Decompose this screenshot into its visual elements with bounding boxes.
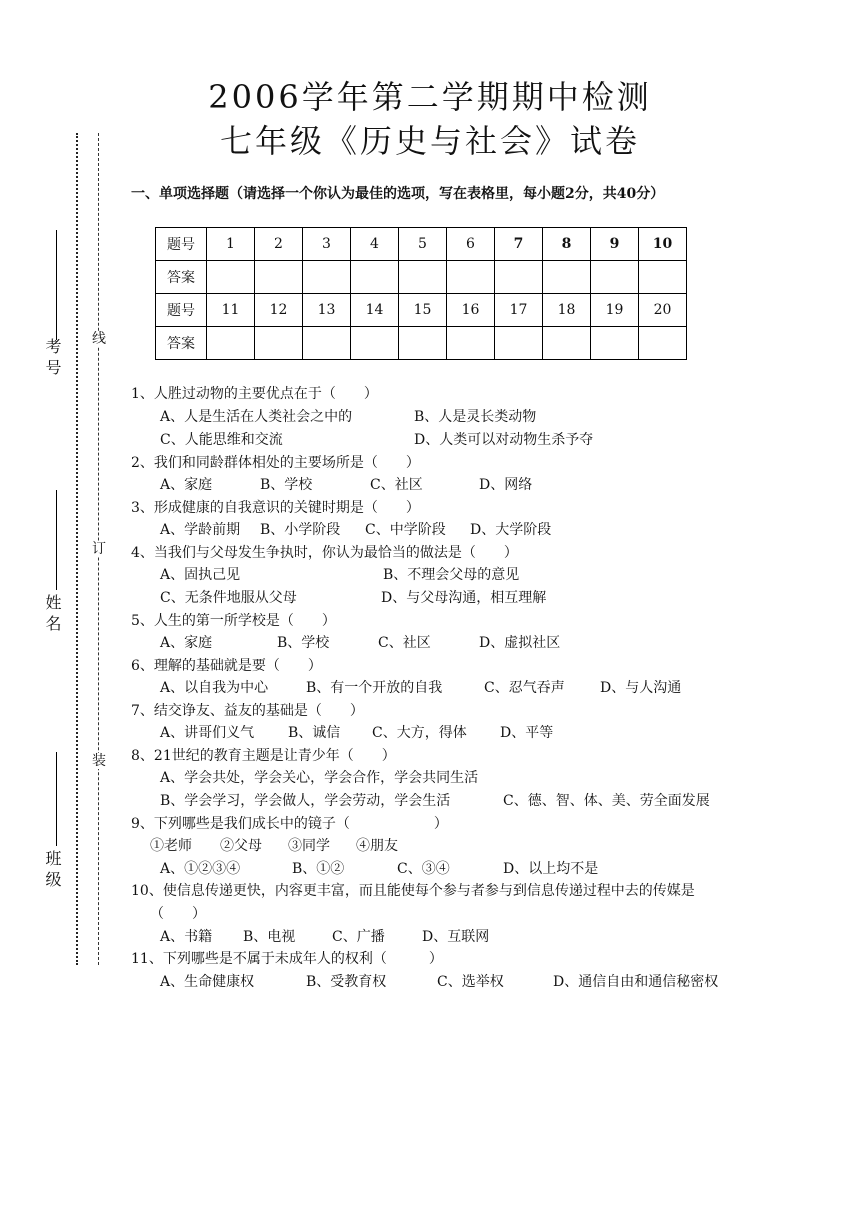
question-number-cell: 2 (255, 228, 303, 261)
question-number-cell: 17 (495, 294, 543, 327)
question-10-option-d[interactable]: D、互联网 (422, 929, 490, 945)
question-7-option-c[interactable]: C、大方，得体 (372, 725, 467, 741)
question-3-option-d[interactable]: D、大学阶段 (470, 522, 552, 538)
answer-cell[interactable] (303, 327, 351, 360)
question-9-option-d[interactable]: D、以上均不是 (503, 861, 599, 877)
question-5-option-a[interactable]: A、家庭 (160, 635, 213, 651)
question-6-option-c[interactable]: C、忍气吞声 (484, 680, 565, 696)
answer-cell[interactable] (543, 327, 591, 360)
answer-cell[interactable] (351, 327, 399, 360)
row-label: 题号 (156, 228, 207, 261)
question-9-item-1: ①老师 (150, 838, 192, 854)
question-4-stem: 4、当我们与父母发生争执时，你认为最恰当的做法是（ ） (131, 545, 518, 561)
answer-cell[interactable] (207, 261, 255, 294)
binding-dotted-line (76, 133, 78, 965)
question-9-option-c[interactable]: C、③④ (397, 861, 450, 877)
question-number-cell: 11 (207, 294, 255, 327)
row-label: 题号 (156, 294, 207, 327)
exam-number-blank[interactable] (56, 230, 57, 340)
exam-number-label: 考 号 (43, 338, 62, 376)
question-9-option-a[interactable]: A、①②③④ (160, 861, 241, 877)
name-label: 姓 名 (43, 594, 62, 632)
question-number-cell: 16 (447, 294, 495, 327)
question-5-stem: 5、人生的第一所学校是（ ） (131, 613, 336, 629)
answer-cell[interactable] (591, 327, 639, 360)
question-10-option-c[interactable]: C、广播 (332, 929, 385, 945)
question-4-option-b[interactable]: B、不理会父母的意见 (383, 567, 520, 583)
question-7-option-d[interactable]: D、平等 (500, 725, 554, 741)
question-number-cell: 7 (495, 228, 543, 261)
question-5-option-c[interactable]: C、社区 (378, 635, 431, 651)
answer-cell[interactable] (303, 261, 351, 294)
question-10-option-a[interactable]: A、书籍 (160, 929, 213, 945)
question-10-option-b[interactable]: B、电视 (243, 929, 296, 945)
question-number-cell: 4 (351, 228, 399, 261)
binding-char-ding: 订 (92, 541, 106, 557)
question-number-cell: 20 (639, 294, 687, 327)
question-3-option-c[interactable]: C、中学阶段 (365, 522, 446, 538)
question-2-option-d[interactable]: D、网络 (479, 477, 533, 493)
question-1-option-b[interactable]: B、人是灵长类动物 (414, 409, 537, 425)
answer-cell[interactable] (639, 327, 687, 360)
question-10-stem-bracket: （ ） (150, 906, 206, 922)
question-9-item-4: ④朋友 (356, 838, 398, 854)
question-number-cell: 14 (351, 294, 399, 327)
question-11-option-d[interactable]: D、通信自由和通信秘密权 (553, 974, 719, 990)
section-heading: 一、单项选择题（请选择一个你认为最佳的选项，写在表格里，每小题2分，共40分） (131, 186, 665, 202)
question-2-stem: 2、我们和同龄群体相处的主要场所是（ ） (131, 455, 420, 471)
question-7-option-b[interactable]: B、诚信 (288, 725, 341, 741)
question-1-option-d[interactable]: D、人类可以对动物生杀予夺 (414, 432, 594, 448)
question-11-stem: 11、下列哪些是不属于未成年人的权利（ ） (131, 951, 443, 967)
answer-table (155, 227, 687, 360)
answer-cell[interactable] (591, 261, 639, 294)
table-row (156, 228, 687, 261)
question-3-option-b[interactable]: B、小学阶段 (260, 522, 341, 538)
question-number-cell: 8 (543, 228, 591, 261)
question-number-cell: 6 (447, 228, 495, 261)
answer-cell[interactable] (207, 327, 255, 360)
exam-title: 2006学年第二学期期中检测 (208, 78, 652, 116)
answer-cell[interactable] (639, 261, 687, 294)
question-5-option-b[interactable]: B、学校 (277, 635, 330, 651)
question-2-option-a[interactable]: A、家庭 (160, 477, 213, 493)
question-number-cell: 9 (591, 228, 639, 261)
question-number-cell: 10 (639, 228, 687, 261)
name-blank[interactable] (56, 490, 57, 590)
question-3-stem: 3、形成健康的自我意识的关键时期是（ ） (131, 500, 420, 516)
question-1-option-c[interactable]: C、人能思维和交流 (160, 432, 283, 448)
question-8-stem: 8、21世纪的教育主题是让青少年（ ） (131, 748, 396, 764)
answer-cell[interactable] (447, 327, 495, 360)
answer-cell[interactable] (255, 327, 303, 360)
question-3-option-a[interactable]: A、学龄前期 (160, 522, 241, 538)
question-1-option-a[interactable]: A、人是生活在人类社会之中的 (160, 409, 353, 425)
question-5-option-d[interactable]: D、虚拟社区 (479, 635, 561, 651)
question-8-option-c[interactable]: C、德、智、体、美、劳全面发展 (503, 793, 710, 809)
table-row (156, 261, 687, 294)
question-6-option-a[interactable]: A、以自我为中心 (160, 680, 269, 696)
answer-cell[interactable] (543, 261, 591, 294)
question-9-option-b[interactable]: B、①② (292, 861, 345, 877)
class-label: 班 级 (43, 850, 62, 888)
question-8-option-a[interactable]: A、学会共处，学会关心，学会合作，学会共同生活 (160, 770, 479, 786)
row-label: 答案 (156, 327, 207, 360)
binding-char-xian: 线 (92, 331, 106, 347)
question-number-cell: 19 (591, 294, 639, 327)
question-7-option-a[interactable]: A、讲哥们义气 (160, 725, 255, 741)
exam-subtitle: 七年级《历史与社会》试卷 (219, 122, 640, 160)
question-number-cell: 5 (399, 228, 447, 261)
question-2-option-c[interactable]: C、社区 (370, 477, 423, 493)
answer-cell[interactable] (495, 327, 543, 360)
row-label: 答案 (156, 261, 207, 294)
question-6-option-b[interactable]: B、有一个开放的自我 (306, 680, 443, 696)
question-9-item-2: ②父母 (220, 838, 262, 854)
question-9-item-3: ③同学 (288, 838, 330, 854)
class-blank[interactable] (56, 752, 57, 846)
answer-cell[interactable] (399, 327, 447, 360)
question-4-option-d[interactable]: D、与父母沟通，相互理解 (381, 590, 547, 606)
question-4-option-c[interactable]: C、无条件地服从父母 (160, 590, 297, 606)
question-number-cell: 13 (303, 294, 351, 327)
answer-cell[interactable] (495, 261, 543, 294)
question-1-stem: 1、人胜过动物的主要优点在于（ ） (131, 386, 378, 402)
question-11-option-a[interactable]: A、生命健康权 (160, 974, 255, 990)
question-4-option-a[interactable]: A、固执己见 (160, 567, 241, 583)
question-11-option-b[interactable]: B、受教育权 (306, 974, 387, 990)
question-6-option-d[interactable]: D、与人沟通 (600, 680, 682, 696)
binding-char-zhuang: 装 (92, 753, 106, 769)
question-11-option-c[interactable]: C、选举权 (437, 974, 504, 990)
question-number-cell: 12 (255, 294, 303, 327)
question-number-cell: 1 (207, 228, 255, 261)
table-row (156, 294, 687, 327)
question-number-cell: 18 (543, 294, 591, 327)
question-number-cell: 15 (399, 294, 447, 327)
question-6-stem: 6、理解的基础就是要（ ） (131, 658, 322, 674)
question-number-cell: 3 (303, 228, 351, 261)
question-10-stem: 10、使信息传递更快，内容更丰富，而且能使每个参与者参与到信息传递过程中去的传媒是 (131, 883, 695, 899)
question-9-stem: 9、下列哪些是我们成长中的镜子（ ） (131, 816, 448, 832)
answer-cell[interactable] (255, 261, 303, 294)
answer-cell[interactable] (351, 261, 399, 294)
answer-cell[interactable] (399, 261, 447, 294)
table-row (156, 327, 687, 360)
answer-cell[interactable] (447, 261, 495, 294)
question-8-option-b[interactable]: B、学会学习，学会做人，学会劳动，学会生活 (160, 793, 451, 809)
question-7-stem: 7、结交诤友、益友的基础是（ ） (131, 703, 364, 719)
question-2-option-b[interactable]: B、学校 (260, 477, 313, 493)
